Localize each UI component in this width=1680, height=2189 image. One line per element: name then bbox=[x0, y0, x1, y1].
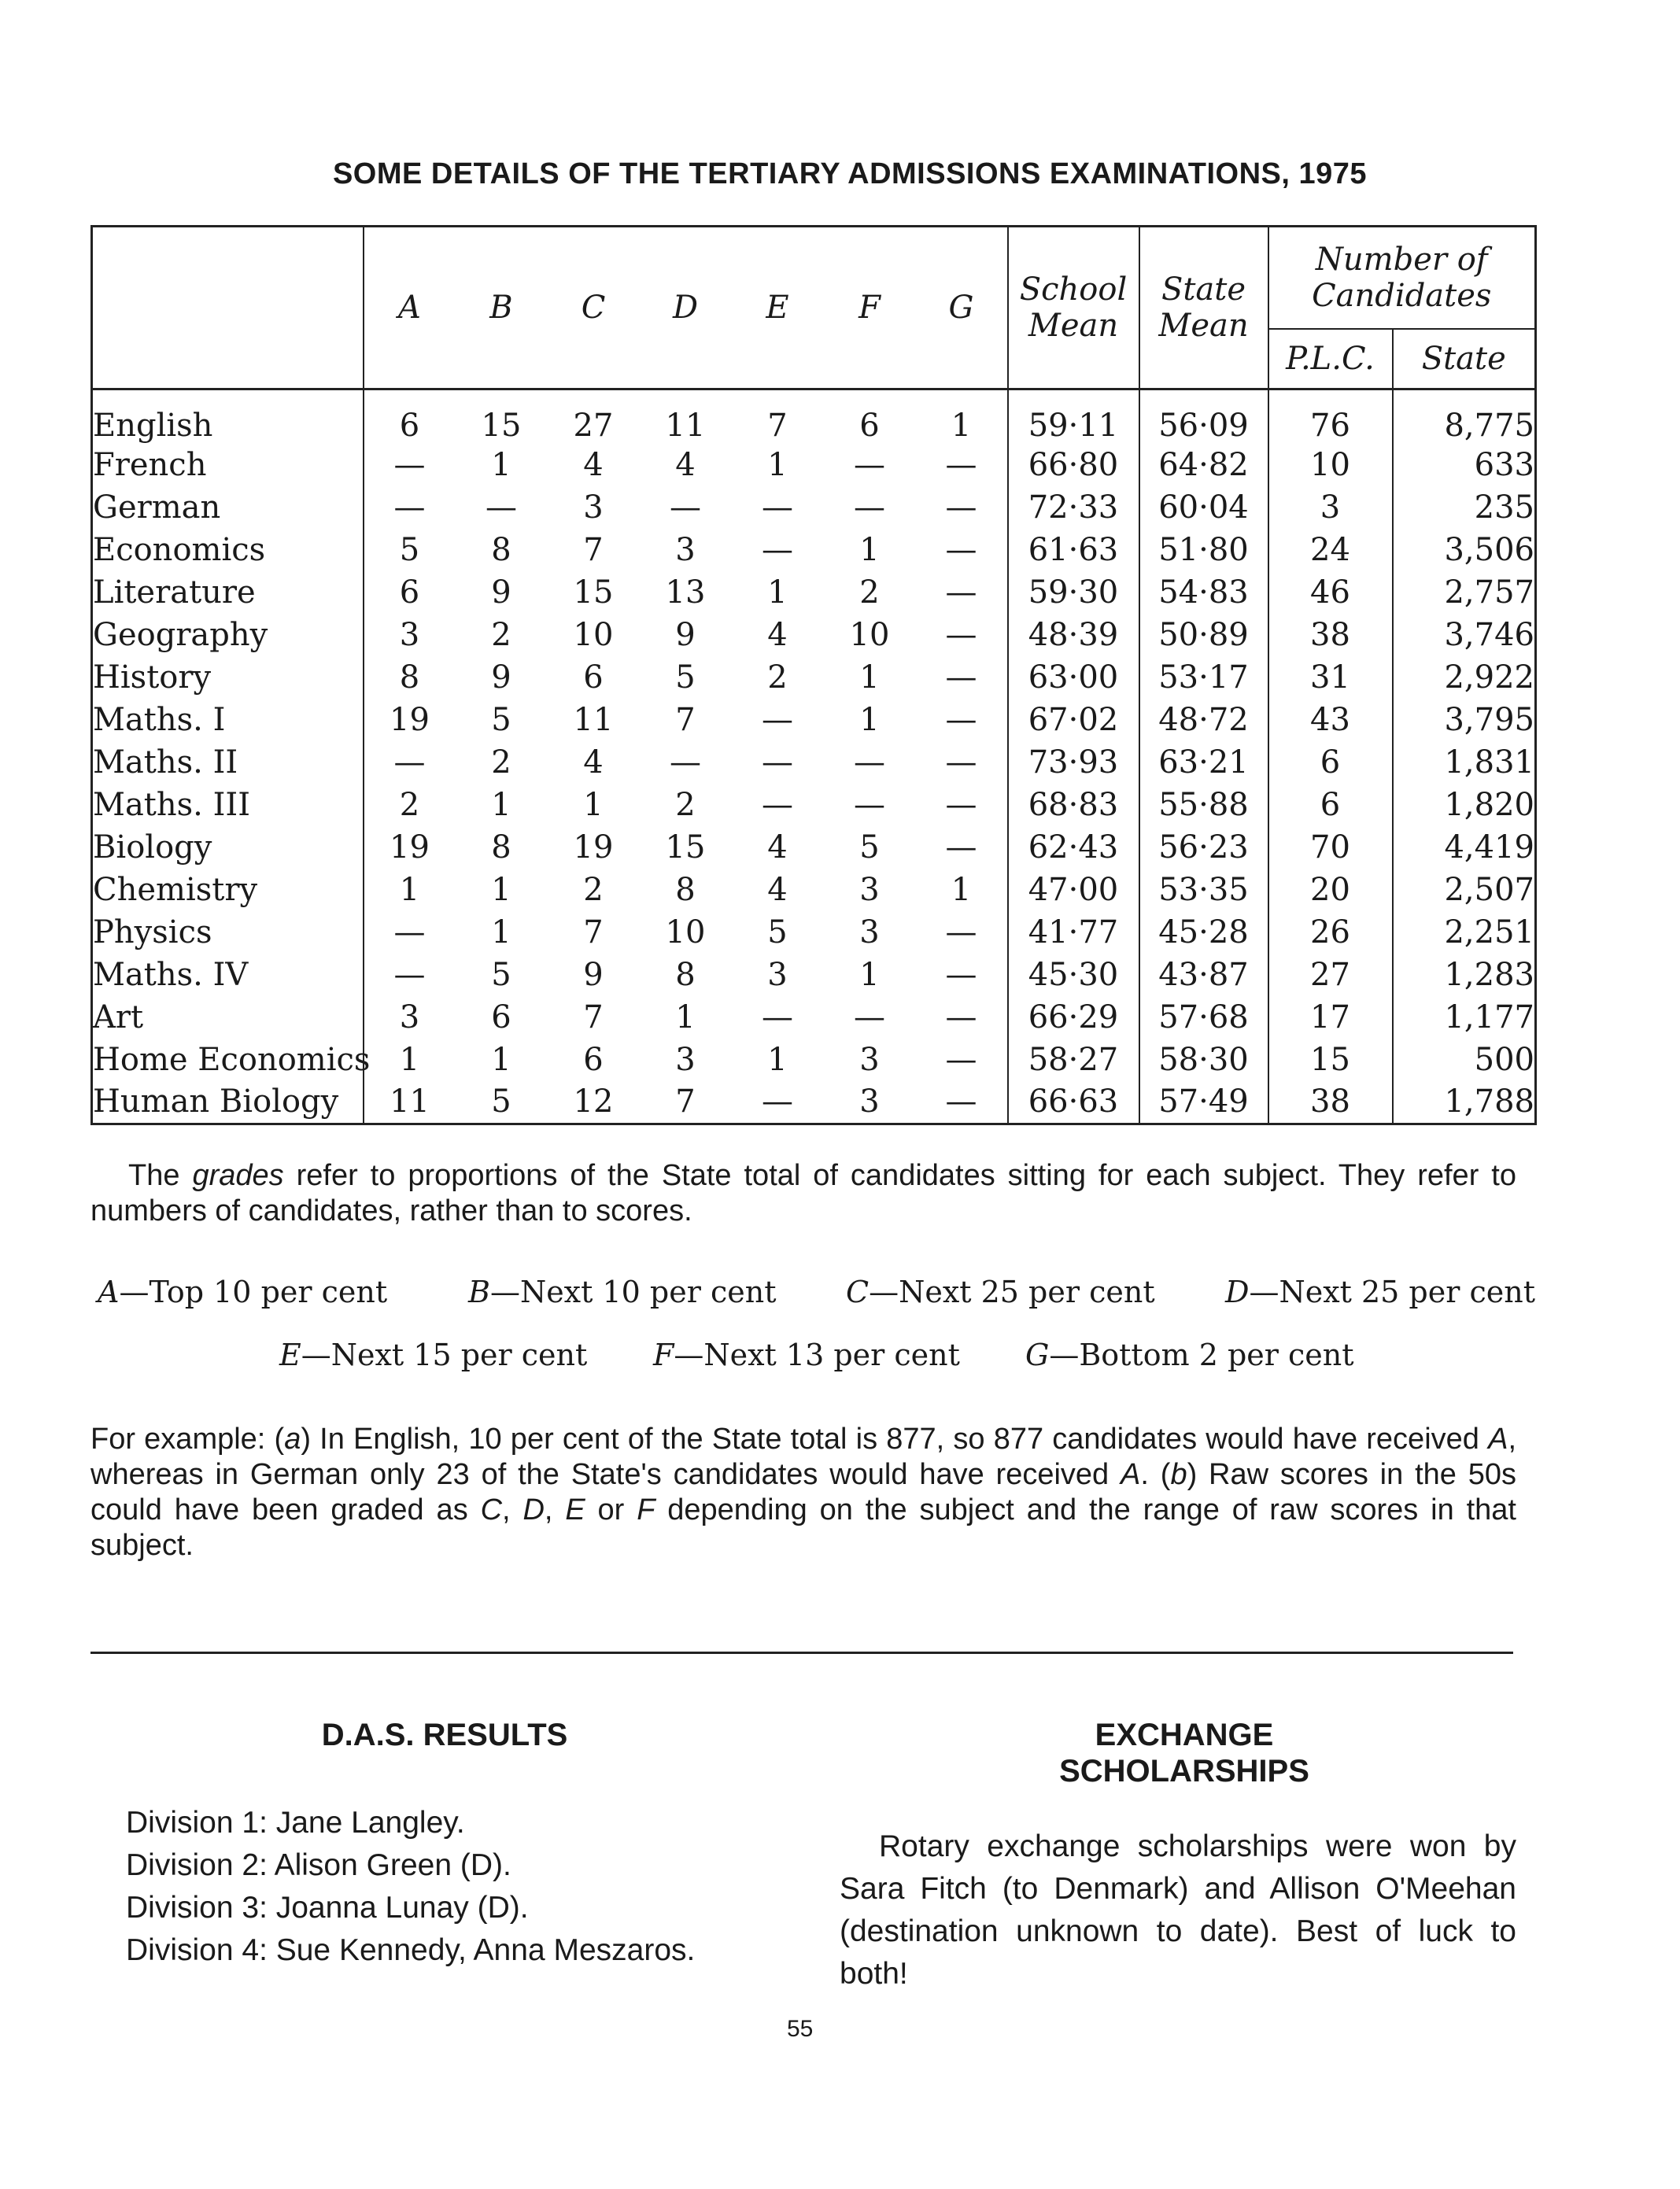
plc-count-cell: 38 bbox=[1268, 1081, 1393, 1124]
grade-cell: 15 bbox=[481, 408, 522, 444]
exchange-heading-line1: EXCHANGE bbox=[1095, 1718, 1274, 1752]
subject-cell: Maths. III bbox=[93, 787, 250, 823]
grade-cell: — bbox=[945, 489, 977, 526]
grade-cell: 1 bbox=[859, 532, 880, 568]
state-count-cell: 2,507 bbox=[1393, 869, 1536, 911]
grade-key-letter: B bbox=[468, 1275, 490, 1309]
grade-key-a bbox=[98, 1275, 387, 1309]
grade-cell: 11 bbox=[573, 702, 614, 738]
subject-cell: History bbox=[93, 659, 212, 696]
grade-cell: — bbox=[945, 1083, 977, 1120]
grade-header-d: D bbox=[672, 290, 699, 326]
grade-cell: 3 bbox=[859, 1083, 880, 1120]
grade-cell: 5 bbox=[859, 829, 880, 866]
grade-cell: — bbox=[364, 486, 456, 529]
grade-key-text: —Next 13 per cent bbox=[674, 1338, 960, 1372]
grade-cell: — bbox=[670, 744, 701, 781]
subject-cell: Geography bbox=[93, 617, 268, 653]
grade-cell: 10 bbox=[665, 914, 706, 951]
subject-cell: Literature bbox=[93, 574, 256, 611]
example-text: F bbox=[637, 1493, 655, 1526]
plc-count-cell: 17 bbox=[1268, 996, 1393, 1039]
table-header bbox=[92, 227, 1536, 389]
table-body bbox=[92, 389, 1536, 1124]
grade-cell: 5 bbox=[491, 957, 511, 993]
grade-cell: — bbox=[364, 741, 456, 784]
das-division-1: Division 1: Jane Langley. bbox=[126, 1806, 465, 1840]
grade-key-letter: D bbox=[1225, 1275, 1250, 1309]
state-count-cell: 1,283 bbox=[1393, 954, 1536, 996]
section-divider bbox=[90, 1652, 1513, 1654]
das-division-4: Division 4: Sue Kennedy, Anna Meszaros. bbox=[126, 1933, 696, 1967]
grade-cell: 1 bbox=[767, 447, 788, 483]
grade-cell: 1 bbox=[491, 447, 511, 483]
grade-cell: — bbox=[762, 702, 793, 738]
state-mean-cell: 57·68 bbox=[1139, 996, 1268, 1039]
grade-cell: 1 bbox=[859, 659, 880, 696]
grade-cell: 4 bbox=[583, 744, 604, 781]
grade-cell: 7 bbox=[675, 1083, 696, 1120]
grade-cell: — bbox=[945, 744, 977, 781]
example-text: ) In English, 10 per cent of the State total is 877, so 877 candidates would have received bbox=[301, 1423, 1489, 1456]
grade-cell: — bbox=[364, 954, 456, 996]
grade-cell: 15 bbox=[665, 829, 706, 866]
subject-cell: Chemistry bbox=[93, 872, 258, 908]
plc-count-cell: 20 bbox=[1268, 869, 1393, 911]
grade-header-c: C bbox=[581, 290, 606, 326]
grade-cell: 9 bbox=[491, 659, 511, 696]
grade-cell: 10 bbox=[849, 617, 890, 653]
grade-cell: — bbox=[945, 829, 977, 866]
state-count-cell: 1,177 bbox=[1393, 996, 1536, 1039]
das-division-3: Division 3: Joanna Lunay (D). bbox=[126, 1891, 529, 1925]
grade-key-b bbox=[468, 1275, 776, 1309]
school-mean-cell: 73·93 bbox=[1008, 741, 1139, 784]
grade-cell: 4 bbox=[767, 829, 788, 866]
example-text: or bbox=[585, 1493, 637, 1526]
grade-cell: 9 bbox=[583, 957, 604, 993]
plc-count-cell: 10 bbox=[1268, 444, 1393, 486]
table-row bbox=[92, 529, 1536, 571]
school-mean-cell: 47·00 bbox=[1008, 869, 1139, 911]
state-count-cell: 8,775 bbox=[1393, 389, 1536, 445]
grade-key-f bbox=[653, 1338, 960, 1372]
state-mean-header-line1: State bbox=[1161, 271, 1246, 308]
grade-cell: — bbox=[945, 1042, 977, 1078]
grade-key-c bbox=[846, 1275, 1155, 1309]
grade-cell: 11 bbox=[665, 408, 706, 444]
school-mean-cell: 67·02 bbox=[1008, 699, 1139, 741]
grade-cell: 4 bbox=[767, 617, 788, 653]
grade-cell: — bbox=[945, 999, 977, 1035]
grade-cell: 4 bbox=[675, 447, 696, 483]
state-count-cell: 3,506 bbox=[1393, 529, 1536, 571]
grade-cell: 2 bbox=[364, 784, 456, 826]
plc-count-cell: 24 bbox=[1268, 529, 1393, 571]
grade-key-text: —Next 25 per cent bbox=[869, 1275, 1155, 1309]
grade-cell: — bbox=[945, 787, 977, 823]
school-mean-cell: 59·11 bbox=[1008, 389, 1139, 445]
school-mean-cell: 66·80 bbox=[1008, 444, 1139, 486]
subject-cell: Art bbox=[93, 999, 144, 1035]
grade-cell: 6 bbox=[859, 408, 880, 444]
subject-cell: Maths. II bbox=[93, 744, 238, 781]
grade-cell: 5 bbox=[491, 702, 511, 738]
grade-cell: 4 bbox=[767, 872, 788, 908]
page-number: 55 bbox=[787, 2016, 814, 2042]
table-row bbox=[92, 614, 1536, 656]
grade-key-letter: A bbox=[98, 1275, 120, 1309]
grade-cell: — bbox=[670, 489, 701, 526]
grade-key-text: —Next 15 per cent bbox=[301, 1338, 588, 1372]
plc-count-cell: 6 bbox=[1268, 741, 1393, 784]
table-row bbox=[92, 826, 1536, 869]
grade-cell: — bbox=[762, 1083, 793, 1120]
grade-cell: 3 bbox=[767, 957, 788, 993]
grade-cell: 1 bbox=[583, 787, 604, 823]
grade-cell: 8 bbox=[675, 872, 696, 908]
plc-count-cell: 70 bbox=[1268, 826, 1393, 869]
state-mean-cell: 57·49 bbox=[1139, 1081, 1268, 1124]
table-row bbox=[92, 954, 1536, 996]
table-row bbox=[92, 741, 1536, 784]
das-division-2: Division 2: Alison Green (D). bbox=[126, 1848, 511, 1882]
plc-count-cell: 43 bbox=[1268, 699, 1393, 741]
grade-cell: 6 bbox=[491, 999, 511, 1035]
grade-cell: 1 bbox=[491, 1042, 511, 1078]
grades-note bbox=[90, 1158, 1516, 1229]
subject-cell: German bbox=[93, 489, 221, 526]
grade-cell: 2 bbox=[859, 574, 880, 611]
grade-cell: 7 bbox=[767, 408, 788, 444]
grade-key-g bbox=[1025, 1338, 1354, 1372]
plc-count-cell: 76 bbox=[1268, 389, 1393, 445]
grade-cell: 6 bbox=[583, 1042, 604, 1078]
num-candidates-header-line2: Candidates bbox=[1312, 278, 1492, 314]
subject-cell: Maths. I bbox=[93, 702, 226, 738]
school-mean-cell: 63·00 bbox=[1008, 656, 1139, 699]
example-text: D bbox=[522, 1493, 545, 1526]
page-title: SOME DETAILS OF THE TERTIARY ADMISSIONS EXAMINATIONS, 1975 bbox=[332, 157, 1368, 190]
school-mean-cell: 72·33 bbox=[1008, 486, 1139, 529]
subject-cell: Economics bbox=[93, 532, 266, 568]
state-count-cell: 2,757 bbox=[1393, 571, 1536, 614]
grade-cell: 1 bbox=[859, 957, 880, 993]
school-mean-cell: 66·29 bbox=[1008, 996, 1139, 1039]
grade-cell: 2 bbox=[767, 659, 788, 696]
grade-header-e: E bbox=[766, 290, 789, 326]
grade-cell: — bbox=[854, 744, 885, 781]
state-count-cell: 2,251 bbox=[1393, 911, 1536, 954]
grade-header-a: A bbox=[364, 227, 456, 389]
state-mean-cell: 56·09 bbox=[1139, 389, 1268, 445]
grade-cell: 5 bbox=[364, 529, 456, 571]
num-candidates-header-line1: Number of bbox=[1315, 242, 1488, 278]
grade-cell: — bbox=[854, 489, 885, 526]
num-candidates-header bbox=[1268, 227, 1536, 330]
example-text: For example: ( bbox=[90, 1423, 285, 1456]
grade-cell: 1 bbox=[364, 869, 456, 911]
grade-cell: 1 bbox=[767, 1042, 788, 1078]
state-count-cell: 500 bbox=[1393, 1039, 1536, 1081]
grade-key-letter: C bbox=[846, 1275, 870, 1309]
grade-header-b: B bbox=[489, 290, 513, 326]
grade-header-g: G bbox=[948, 290, 974, 326]
grade-header-f: F bbox=[858, 290, 881, 326]
example-paragraph bbox=[90, 1422, 1516, 1563]
table-row bbox=[92, 486, 1536, 529]
exchange-text: Rotary exchange scholarships were won by Sara Fitch (to Denmark) and Allison O'Meehan (destination unknown to date). Best of luck to both! bbox=[840, 1829, 1516, 1991]
state-mean-cell: 58·30 bbox=[1139, 1039, 1268, 1081]
state-count-cell: 3,795 bbox=[1393, 699, 1536, 741]
grade-key-letter: G bbox=[1025, 1338, 1050, 1372]
school-mean-cell: 59·30 bbox=[1008, 571, 1139, 614]
grade-cell: 11 bbox=[364, 1081, 456, 1124]
grade-cell: 7 bbox=[583, 999, 604, 1035]
state-count-cell: 1,788 bbox=[1393, 1081, 1536, 1124]
grade-cell: 1 bbox=[859, 702, 880, 738]
grade-cell: 1 bbox=[767, 574, 788, 611]
grade-cell: 8 bbox=[364, 656, 456, 699]
grade-cell: 8 bbox=[675, 957, 696, 993]
grade-cell: 1 bbox=[491, 787, 511, 823]
example-text: A bbox=[1488, 1423, 1508, 1456]
grade-key-e bbox=[279, 1338, 587, 1372]
grade-cell: 3 bbox=[859, 914, 880, 951]
grade-key-letter: F bbox=[653, 1338, 674, 1372]
grade-cell: — bbox=[762, 532, 793, 568]
exchange-scholarships-heading bbox=[964, 1717, 1405, 1789]
grade-cell: 2 bbox=[675, 787, 696, 823]
subject-cell: Home Economics bbox=[93, 1042, 371, 1078]
school-mean-header-line1: School bbox=[1019, 271, 1128, 308]
table-row bbox=[92, 444, 1536, 486]
table-row bbox=[92, 571, 1536, 614]
example-text: C bbox=[480, 1493, 503, 1526]
state-count-cell: 3,746 bbox=[1393, 614, 1536, 656]
state-mean-cell: 63·21 bbox=[1139, 741, 1268, 784]
grade-cell: 2 bbox=[491, 617, 511, 653]
school-mean-cell: 58·27 bbox=[1008, 1039, 1139, 1081]
grade-cell: 3 bbox=[859, 872, 880, 908]
state-mean-cell: 45·28 bbox=[1139, 911, 1268, 954]
table-row bbox=[92, 389, 1536, 445]
plc-count-cell: 38 bbox=[1268, 614, 1393, 656]
grade-cell: 3 bbox=[364, 614, 456, 656]
table-row bbox=[92, 784, 1536, 826]
school-mean-header bbox=[1008, 227, 1139, 389]
subject-cell: English bbox=[93, 408, 213, 444]
state-mean-cell: 55·88 bbox=[1139, 784, 1268, 826]
grade-cell: 10 bbox=[573, 617, 614, 653]
state-count-cell: 1,831 bbox=[1393, 741, 1536, 784]
plc-count-cell: 3 bbox=[1268, 486, 1393, 529]
grade-cell: 1 bbox=[364, 1039, 456, 1081]
grade-cell: — bbox=[945, 914, 977, 951]
grade-cell: 1 bbox=[951, 872, 972, 908]
state-count-cell: 4,419 bbox=[1393, 826, 1536, 869]
plc-count-cell: 46 bbox=[1268, 571, 1393, 614]
grade-cell: 3 bbox=[859, 1042, 880, 1078]
example-text: . ( bbox=[1140, 1458, 1171, 1491]
grade-cell: 2 bbox=[491, 744, 511, 781]
state-mean-cell: 60·04 bbox=[1139, 486, 1268, 529]
grades-note-emphasis: grades bbox=[192, 1159, 284, 1192]
grade-cell: 6 bbox=[583, 659, 604, 696]
grade-cell: 6 bbox=[364, 389, 456, 445]
state-count-cell: 633 bbox=[1393, 444, 1536, 486]
das-results-heading: D.A.S. RESULTS bbox=[321, 1718, 568, 1752]
grade-cell: 1 bbox=[491, 872, 511, 908]
grade-cell: 5 bbox=[675, 659, 696, 696]
grade-cell: 9 bbox=[675, 617, 696, 653]
grade-cell: 8 bbox=[491, 532, 511, 568]
table-row bbox=[92, 1039, 1536, 1081]
state-mean-cell: 50·89 bbox=[1139, 614, 1268, 656]
state-mean-cell: 51·80 bbox=[1139, 529, 1268, 571]
subject-cell: Human Biology bbox=[93, 1083, 339, 1120]
grade-cell: 2 bbox=[583, 872, 604, 908]
plc-header: P.L.C. bbox=[1268, 329, 1393, 389]
state-mean-cell: 64·82 bbox=[1139, 444, 1268, 486]
grade-cell: — bbox=[854, 999, 885, 1035]
grade-cell: 6 bbox=[364, 571, 456, 614]
plc-count-cell: 31 bbox=[1268, 656, 1393, 699]
state-mean-cell: 56·23 bbox=[1139, 826, 1268, 869]
example-text: a bbox=[284, 1423, 301, 1456]
grade-cell: — bbox=[364, 444, 456, 486]
school-mean-header-line2: Mean bbox=[1028, 308, 1119, 344]
grade-cell: 15 bbox=[573, 574, 614, 611]
grade-cell: — bbox=[854, 787, 885, 823]
school-mean-cell: 66·63 bbox=[1008, 1081, 1139, 1124]
grade-key-text: —Next 10 per cent bbox=[489, 1275, 777, 1309]
grade-cell: — bbox=[762, 787, 793, 823]
grade-cell: — bbox=[945, 617, 977, 653]
state-count-cell: 2,922 bbox=[1393, 656, 1536, 699]
grade-cell: 8 bbox=[491, 829, 511, 866]
grade-cell: — bbox=[364, 911, 456, 954]
example-text: A bbox=[1121, 1458, 1141, 1491]
school-mean-cell: 61·63 bbox=[1008, 529, 1139, 571]
grade-cell: 4 bbox=[583, 447, 604, 483]
state-mean-header-line2: Mean bbox=[1158, 308, 1249, 344]
grade-cell: 3 bbox=[583, 489, 604, 526]
grade-cell: 3 bbox=[364, 996, 456, 1039]
table-row bbox=[92, 1081, 1536, 1124]
table-row bbox=[92, 869, 1536, 911]
state-mean-cell: 43·87 bbox=[1139, 954, 1268, 996]
example-text: depending on the subject and the range of raw scores in that subject. bbox=[90, 1493, 1516, 1562]
subject-cell: Biology bbox=[93, 829, 212, 866]
grade-cell: — bbox=[945, 957, 977, 993]
school-mean-cell: 45·30 bbox=[1008, 954, 1139, 996]
grade-key-text: —Bottom 2 per cent bbox=[1049, 1338, 1354, 1372]
example-text: ) Raw scores in the 50s could have been graded as bbox=[90, 1458, 1516, 1526]
plc-count-cell: 15 bbox=[1268, 1039, 1393, 1081]
example-text: , bbox=[502, 1493, 523, 1526]
grade-cell: — bbox=[762, 744, 793, 781]
grade-cell: 7 bbox=[583, 532, 604, 568]
exchange-heading-line2: SCHOLARSHIPS bbox=[1059, 1754, 1309, 1788]
state-count-cell: 235 bbox=[1393, 486, 1536, 529]
table-row bbox=[92, 699, 1536, 741]
grade-key-text: —Top 10 per cent bbox=[119, 1275, 388, 1309]
grade-cell: 1 bbox=[491, 914, 511, 951]
grade-cell: — bbox=[762, 489, 793, 526]
school-mean-cell: 68·83 bbox=[1008, 784, 1139, 826]
grade-cell: 27 bbox=[573, 408, 614, 444]
grade-cell: — bbox=[486, 489, 517, 526]
grade-cell: 1 bbox=[675, 999, 696, 1035]
plc-count-cell: 27 bbox=[1268, 954, 1393, 996]
plc-count-cell: 26 bbox=[1268, 911, 1393, 954]
grade-cell: 12 bbox=[573, 1083, 614, 1120]
subject-cell: French bbox=[93, 447, 207, 483]
school-mean-cell: 62·43 bbox=[1008, 826, 1139, 869]
grade-cell: 7 bbox=[675, 702, 696, 738]
grade-cell: 19 bbox=[364, 699, 456, 741]
subject-cell: Physics bbox=[93, 914, 212, 951]
table-row bbox=[92, 996, 1536, 1039]
school-mean-cell: 41·77 bbox=[1008, 911, 1139, 954]
state-mean-cell: 54·83 bbox=[1139, 571, 1268, 614]
table-row bbox=[92, 911, 1536, 954]
results-table bbox=[90, 225, 1537, 1125]
example-text: , bbox=[544, 1493, 566, 1526]
subject-header-cell bbox=[92, 227, 364, 389]
grade-cell: 9 bbox=[491, 574, 511, 611]
state-mean-header bbox=[1139, 227, 1268, 389]
subject-cell: Maths. IV bbox=[93, 957, 249, 993]
grade-cell: 19 bbox=[364, 826, 456, 869]
state-mean-cell: 53·17 bbox=[1139, 656, 1268, 699]
grade-cell: — bbox=[945, 447, 977, 483]
grade-cell: — bbox=[945, 702, 977, 738]
grades-note-after: refer to proportions of the State total of candidates sitting for each subject. They refer to numbers of candidates, rather than to scores. bbox=[90, 1159, 1516, 1227]
state-count-cell: 1,820 bbox=[1393, 784, 1536, 826]
grade-cell: — bbox=[762, 999, 793, 1035]
grade-key-d bbox=[1225, 1275, 1535, 1309]
grade-cell: 3 bbox=[675, 532, 696, 568]
example-text: b bbox=[1170, 1458, 1187, 1491]
table-row bbox=[92, 656, 1536, 699]
grade-cell: 13 bbox=[665, 574, 706, 611]
state-count-header: State bbox=[1393, 329, 1536, 389]
plc-count-cell: 6 bbox=[1268, 784, 1393, 826]
grade-key-letter: E bbox=[279, 1338, 301, 1372]
example-text: , whereas in German only 23 of the State's candidates would have received bbox=[90, 1423, 1516, 1491]
grade-cell: 1 bbox=[951, 408, 972, 444]
grade-cell: 5 bbox=[767, 914, 788, 951]
grade-cell: — bbox=[945, 532, 977, 568]
grade-cell: — bbox=[854, 447, 885, 483]
example-text: E bbox=[565, 1493, 585, 1526]
grade-cell: — bbox=[945, 574, 977, 611]
grade-key-text: —Next 25 per cent bbox=[1249, 1275, 1535, 1309]
grade-cell: 7 bbox=[583, 914, 604, 951]
grade-cell: 3 bbox=[675, 1042, 696, 1078]
grade-cell: 19 bbox=[573, 829, 614, 866]
state-mean-cell: 53·35 bbox=[1139, 869, 1268, 911]
school-mean-cell: 48·39 bbox=[1008, 614, 1139, 656]
state-mean-cell: 48·72 bbox=[1139, 699, 1268, 741]
grades-note-before: The bbox=[128, 1159, 193, 1192]
grade-cell: 5 bbox=[491, 1083, 511, 1120]
grade-cell: — bbox=[945, 659, 977, 696]
